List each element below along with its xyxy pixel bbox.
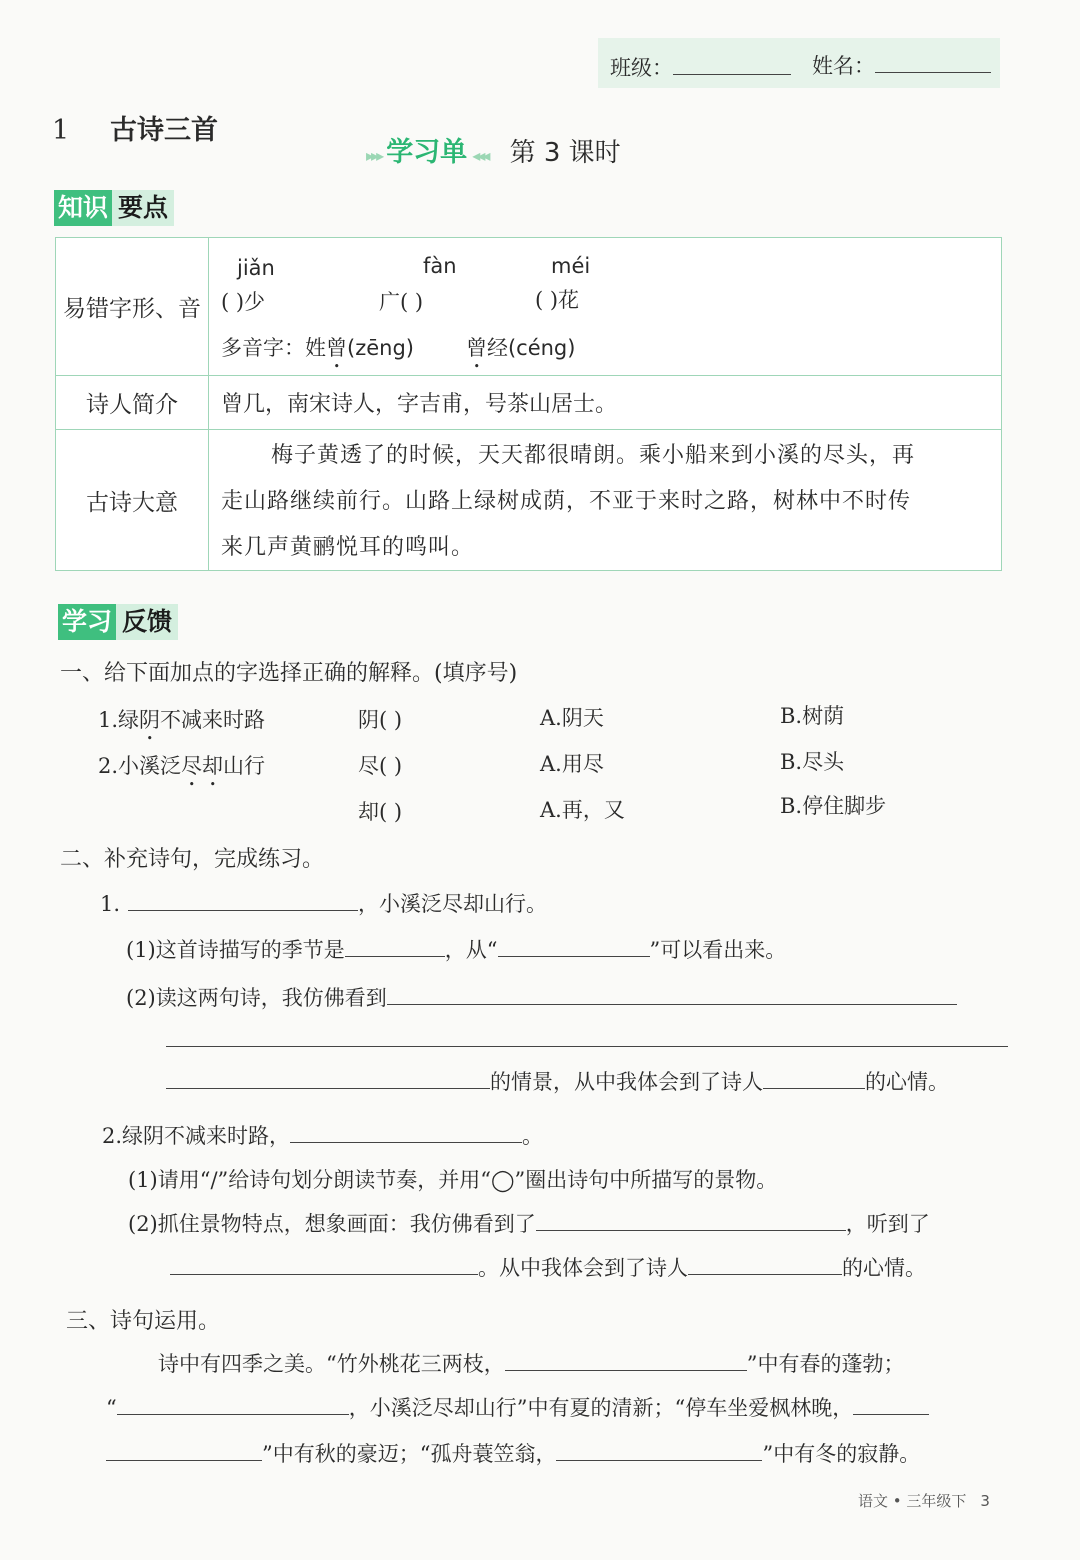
name-blank[interactable]	[875, 72, 991, 73]
pinyin-3: méi	[551, 254, 591, 278]
meaning-cell	[209, 430, 1002, 571]
q2-s2-a: (1)请用“/”给诗句划分朗读节奏，并用“◯”圈出诗句中所描写的景物。	[128, 1168, 778, 1192]
page-footer	[858, 1490, 990, 1511]
footer-text: 语文 • 三年级下	[858, 1492, 967, 1510]
q2-s1-a	[126, 934, 786, 964]
arrow-right-icon: ▸▸▸	[366, 146, 382, 165]
poet-cell	[209, 376, 1002, 430]
autumn-blank-2[interactable]	[106, 1460, 262, 1461]
name-label: 姓名：	[812, 54, 875, 78]
imagine-blank-1[interactable]	[536, 1230, 846, 1231]
meaning-label: 古诗大意	[56, 430, 209, 571]
season-blank[interactable]	[345, 956, 445, 957]
spring-blank[interactable]	[505, 1370, 747, 1371]
table-row	[56, 238, 1002, 376]
feeling-blank-2[interactable]	[688, 1274, 842, 1275]
scene-blank-3[interactable]	[166, 1088, 490, 1089]
lesson-title	[52, 108, 218, 147]
q1-line-2	[98, 750, 265, 791]
feeling-blank-1[interactable]	[763, 1088, 865, 1089]
table-row	[56, 376, 1002, 430]
q1-item-2-a: A.用尽	[540, 752, 604, 776]
q2-title: 二、补充诗句，完成练习。	[60, 847, 325, 872]
q2-s1-blank[interactable]	[128, 910, 358, 911]
q2-s1	[100, 888, 547, 918]
arrow-left-icon: ◂◂◂	[472, 146, 488, 165]
q2-s2-num: 2.绿阴不减来时路，	[102, 1124, 291, 1148]
class-label: 班级：	[610, 56, 673, 80]
polyphone-line	[221, 332, 575, 373]
feedback-badge	[58, 604, 178, 640]
q3-line2-pre: “	[106, 1396, 117, 1420]
poet-label: 诗人简介	[56, 376, 209, 430]
summer-blank[interactable]	[117, 1414, 349, 1415]
q1-line2-dot2: 却	[202, 754, 224, 778]
pinyin-2: fàn	[423, 254, 457, 278]
word-blank-1[interactable]: ( )少	[221, 290, 266, 314]
q2-s1-b	[126, 982, 957, 1012]
q2-s2b-post: ，听到了	[845, 1212, 930, 1236]
q3-line3-post: ”中有冬的寂静。	[762, 1442, 921, 1466]
q3-line-3	[106, 1438, 920, 1468]
polyphone-pinyin-1: (zēng)	[347, 336, 414, 360]
q2-s2-end: 。	[522, 1124, 544, 1148]
session-label: 第 3 课时	[509, 138, 621, 168]
q1-item-3-a: A.再，又	[540, 798, 625, 822]
q2-s2b-pre: (2)抓住景物特点，想象画面：我仿佛看到了	[128, 1212, 536, 1236]
name-field[interactable]	[812, 50, 991, 80]
winter-blank[interactable]	[556, 1460, 762, 1461]
meaning-line-3: 来几声黄鹂悦耳的鸣叫。	[221, 535, 475, 560]
q2-s2-blank[interactable]	[290, 1142, 522, 1143]
word-blank-3[interactable]: ( )花	[535, 288, 580, 312]
q2-s1b-mid: 的情景，从中我体会到了诗人	[490, 1070, 763, 1094]
q1-item-1-b: B.树荫	[780, 704, 845, 728]
lesson-number: 1	[52, 115, 70, 146]
q2-s1a-pre: (1)这首诗描写的季节是	[126, 938, 345, 962]
q1-item-1-blank[interactable]: 阴( )	[358, 708, 403, 732]
pinyin-1: jiǎn	[237, 256, 275, 280]
polyphone-char-2: 曾	[465, 336, 487, 360]
q1-line1-post: 不减来时路	[160, 708, 266, 732]
autumn-blank-1[interactable]	[853, 1414, 929, 1415]
meaning-line-2: 走山路继续前行。山路上绿树成荫，不亚于来时之路，树林中不时传	[221, 489, 912, 514]
q1-item-2-b: B.尽头	[780, 750, 845, 774]
q2-s1-b-cont	[166, 1066, 949, 1096]
q1-title: 一、给下面加点的字选择正确的解释。(填序号)	[60, 661, 518, 686]
study-sheet-label: 学习单	[386, 137, 468, 168]
q3-line2-mid: ，小溪泛尽却山行”中有夏的清新；“停车坐爱枫林晚，	[348, 1396, 854, 1420]
q2-s2c-mid: 。从中我体会到了诗人	[478, 1256, 688, 1280]
polyphone-char-1: 曾	[326, 336, 347, 360]
q2-s2	[102, 1120, 543, 1150]
q2-s1-text: ，小溪泛尽却山行。	[358, 892, 548, 916]
q1-item-3-blank[interactable]: 却( )	[358, 800, 403, 824]
q2-s2-b	[128, 1208, 930, 1238]
q2-s2-c	[170, 1252, 926, 1282]
q3-line-2	[106, 1392, 929, 1422]
q3-line3-mid: ”中有秋的豪迈；“孤舟蓑笠翁，	[262, 1442, 557, 1466]
badge-feedback-b: 反馈	[116, 604, 178, 640]
q1-item-3-b: B.停住脚步	[780, 794, 887, 818]
table-row	[56, 430, 1002, 571]
evidence-blank[interactable]	[498, 956, 650, 957]
badge-knowledge-a: 知识	[54, 190, 112, 226]
q1-line2-post: 山行	[223, 754, 266, 778]
sheet-heading	[366, 130, 621, 169]
q2-s1b-post: 的心情。	[865, 1070, 949, 1094]
scene-blank-2[interactable]	[166, 1046, 1008, 1047]
word-blank-2[interactable]: 广( )	[379, 290, 424, 314]
q1-line-1	[98, 704, 265, 745]
q1-item-2-blank[interactable]: 尽( )	[358, 754, 403, 778]
q3-line1-post: ”中有春的蓬勃；	[746, 1352, 905, 1376]
badge-knowledge-b: 要点	[112, 190, 174, 226]
badge-feedback-a: 学习	[58, 604, 116, 640]
q2-s1-num: 1.	[100, 892, 121, 916]
knowledge-table	[55, 237, 1002, 571]
imagine-blank-2[interactable]	[170, 1274, 478, 1275]
poet-text: 曾几，南宋诗人，字吉甫，号茶山居士。	[221, 392, 618, 417]
polyphone-prefix: 多音字：姓	[221, 336, 326, 360]
lesson-name: 古诗三首	[110, 115, 218, 146]
class-field[interactable]	[610, 52, 791, 82]
page-number: 3	[980, 1492, 990, 1510]
knowledge-badge	[54, 190, 174, 226]
polyphone-word-2: 经(céng)	[486, 336, 576, 360]
q3-line1-pre: 诗中有四季之美。“竹外桃花三两枝，	[158, 1352, 505, 1376]
error-cell	[209, 238, 1002, 376]
q1-item-1-a: A.阴天	[540, 706, 604, 730]
error-label: 易错字形、音	[56, 238, 209, 376]
q2-s1b-pre: (2)读这两句诗，我仿佛看到	[126, 986, 387, 1010]
meaning-line-1: 梅子黄透了的时候，天天都很晴朗。乘小船来到小溪的尽头，再	[271, 443, 916, 468]
q2-s1a-mid: ，从“	[444, 938, 498, 962]
q1-line1-dot: 阴	[139, 708, 161, 732]
scene-blank-1[interactable]	[387, 1004, 957, 1005]
q2-s2c-post: 的心情。	[842, 1256, 926, 1280]
q1-line1-pre: 1.绿	[98, 708, 140, 732]
q2-s1a-post: ”可以看出来。	[649, 938, 787, 962]
q1-line2-dot1: 尽	[181, 754, 203, 778]
q1-line2-pre: 2.小溪泛	[98, 754, 182, 778]
q3-line-1	[158, 1348, 904, 1378]
q3-title: 三、诗句运用。	[66, 1309, 221, 1334]
class-blank[interactable]	[673, 74, 791, 75]
